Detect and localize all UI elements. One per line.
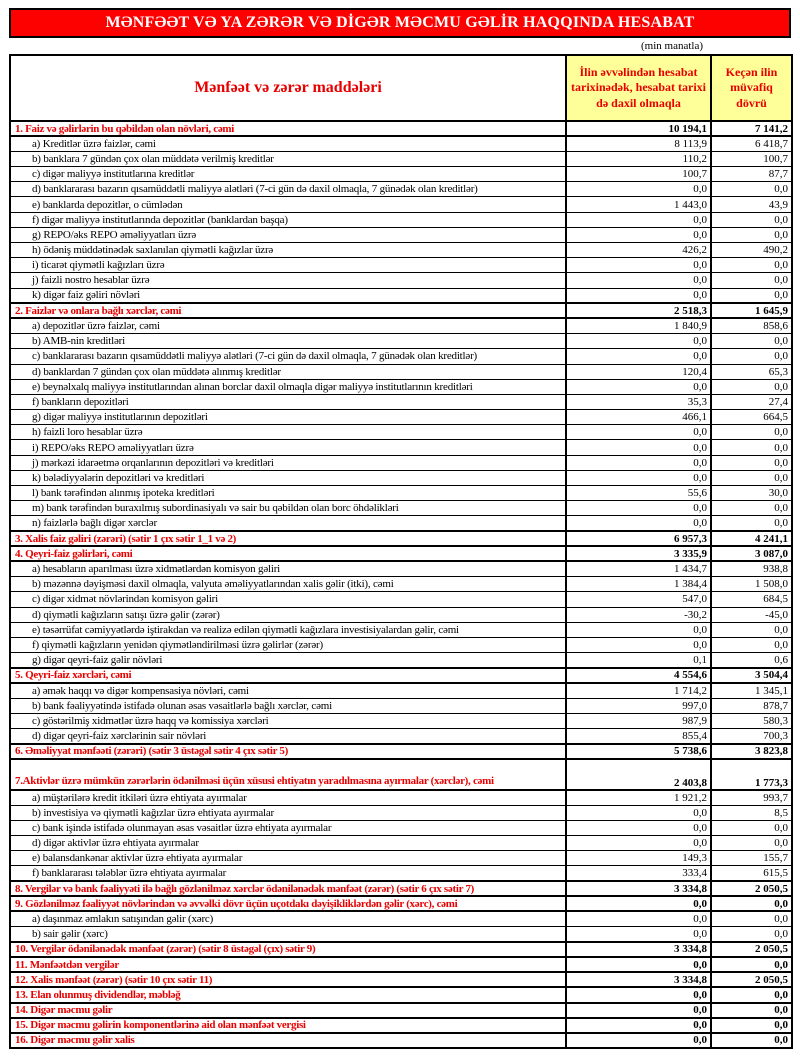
row-value-current: -30,2 — [566, 607, 711, 622]
table-row — [10, 653, 792, 668]
row-label: i) REPO/əks REPO əməliyyatları üzrə — [10, 440, 566, 455]
table-row — [10, 866, 792, 881]
row-value-previous: 664,5 — [711, 410, 792, 425]
table-row — [10, 561, 792, 576]
row-label: g) digər qeyri-faiz gəlir növləri — [10, 653, 566, 668]
table-row — [10, 379, 792, 394]
row-label: d) digər aktivlər üzrə ehtiyata ayırmalar — [10, 835, 566, 850]
row-value-current: 0,0 — [566, 470, 711, 485]
table-row — [10, 167, 792, 182]
table-row — [10, 1003, 792, 1018]
row-label: 16. Digər məcmu gəlir xalis — [10, 1033, 566, 1048]
row-label: 11. Mənfəətdən vergilər — [10, 957, 566, 972]
report-title: MƏNFƏƏT VƏ YA ZƏRƏR VƏ DİGƏR MƏCMU GƏLİR HAQQINDA HESABAT — [105, 14, 695, 31]
table-row — [10, 425, 792, 440]
row-value-current: 426,2 — [566, 243, 711, 258]
row-value-current: 0,0 — [566, 1018, 711, 1033]
table-row — [10, 851, 792, 866]
table-row — [10, 334, 792, 349]
row-value-previous: 0,0 — [711, 987, 792, 1002]
table-row — [10, 881, 792, 896]
row-label: e) beynəlxalq maliyyə institutlarından alınan borclar daxil olmaqla digər maliyyə institutlarının kreditləri — [10, 379, 566, 394]
row-label: 7.Aktivlər üzrə mümkün zərərlərin ödənilməsi üçün xüsusi ehtiyatın yaradılmasına ayırmalar (xərclər), cəmi — [10, 759, 566, 790]
row-value-previous: 0,0 — [711, 927, 792, 942]
row-value-previous: 27,4 — [711, 394, 792, 409]
row-value-current: 1 921,2 — [566, 790, 711, 805]
row-value-current: 10 194,1 — [566, 121, 711, 136]
row-value-previous: 43,9 — [711, 197, 792, 212]
row-value-previous: 0,0 — [711, 1033, 792, 1048]
row-value-previous: 65,3 — [711, 364, 792, 379]
row-value-current: 0,0 — [566, 273, 711, 288]
row-label: h) ödəniş müddətinədək saxlanılan qiymətli kağızlar üzrə — [10, 243, 566, 258]
row-value-current: 3 334,8 — [566, 972, 711, 987]
row-value-previous: 0,0 — [711, 501, 792, 516]
row-label: j) faizli nostro hesablar üzrə — [10, 273, 566, 288]
table-row — [10, 182, 792, 197]
row-value-previous: 0,0 — [711, 957, 792, 972]
table-row — [10, 759, 792, 790]
row-label: e) təsərrüfat cəmiyyətlərdə iştirakdan və realizə edilən qiymətli kağızlara investisiyalardan gəlir, cəmi — [10, 622, 566, 637]
table-row — [10, 212, 792, 227]
report-title-banner — [9, 8, 791, 38]
table-row — [10, 440, 792, 455]
row-value-current: 0,0 — [566, 927, 711, 942]
row-value-current: 987,9 — [566, 713, 711, 728]
table-row — [10, 349, 792, 364]
row-value-current: 1 443,0 — [566, 197, 711, 212]
row-value-current: 55,6 — [566, 486, 711, 501]
row-label: a) hesabların aparılması üzrə xidmətlərdən komisyon gəliri — [10, 561, 566, 576]
row-value-current: 0,0 — [566, 349, 711, 364]
row-label: a) Kreditlər üzrə faizlər, cəmi — [10, 136, 566, 151]
row-value-previous: 878,7 — [711, 698, 792, 713]
row-value-current: 547,0 — [566, 592, 711, 607]
row-value-current: 8 113,9 — [566, 136, 711, 151]
row-value-previous: 0,0 — [711, 273, 792, 288]
row-value-previous: 490,2 — [711, 243, 792, 258]
row-label: k) digər faiz gəliri növləri — [10, 288, 566, 303]
table-row — [10, 577, 792, 592]
row-label: j) mərkəzi idarəetmə orqanlarının depozitləri və kreditləri — [10, 455, 566, 470]
row-value-previous: 7 141,2 — [711, 121, 792, 136]
row-value-current: 4 554,6 — [566, 668, 711, 683]
table-row — [10, 698, 792, 713]
table-row — [10, 318, 792, 333]
table-row — [10, 227, 792, 242]
row-value-current: 100,7 — [566, 167, 711, 182]
row-value-previous: 0,0 — [711, 516, 792, 531]
table-row — [10, 121, 792, 136]
row-value-current: 3 334,8 — [566, 942, 711, 957]
row-label: c) bank işində istifadə olunmayan əsas vəsaitlər üzrə ehtiyata ayırmalar — [10, 820, 566, 835]
row-value-current: 1 384,4 — [566, 577, 711, 592]
row-label: f) digər maliyyə institutlarında depozitlər (banklardan başqa) — [10, 212, 566, 227]
row-value-current: 3 334,8 — [566, 881, 711, 896]
row-label: b) investisiya və qiymətli kağızlar üzrə ehtiyata ayırmalar — [10, 805, 566, 820]
row-label: h) faizli loro hesablar üzrə — [10, 425, 566, 440]
table-row — [10, 243, 792, 258]
table-row — [10, 394, 792, 409]
row-value-previous: 0,0 — [711, 258, 792, 273]
row-label: a) depozitlər üzrə faizlər, cəmi — [10, 318, 566, 333]
row-label: a) daşınmaz əmlakın satışından gəlir (xərc) — [10, 911, 566, 926]
row-label: 5. Qeyri-faiz xərcləri, cəmi — [10, 668, 566, 683]
row-label: d) banklararası bazarın qısamüddətli maliyyə alətləri (7-ci gün də daxil olmaqla, 7 günədək olan kreditlər) — [10, 182, 566, 197]
row-value-previous: 155,7 — [711, 851, 792, 866]
header-current-period-column: İlin əvvəlindən hesabat tarixinədək, hesabat tarixi də daxil olmaqla — [566, 55, 711, 121]
row-label: k) bələdiyyələrin depozitləri və kreditləri — [10, 470, 566, 485]
table-row — [10, 516, 792, 531]
row-value-previous: 0,6 — [711, 653, 792, 668]
row-label: 2. Faizlər və onlara bağlı xərclər, cəmi — [10, 303, 566, 318]
row-value-previous: -45,0 — [711, 607, 792, 622]
table-row — [10, 288, 792, 303]
table-row — [10, 486, 792, 501]
table-row — [10, 805, 792, 820]
row-label: 10. Vergilər ödənilənədək mənfəət (zərər) (sətir 8 üstəgəl (çıx) sətir 9) — [10, 942, 566, 957]
table-row — [10, 501, 792, 516]
table-row — [10, 713, 792, 728]
row-value-previous: 0,0 — [711, 1003, 792, 1018]
row-value-previous: 0,0 — [711, 379, 792, 394]
row-value-previous: 0,0 — [711, 425, 792, 440]
table-row — [10, 683, 792, 698]
row-value-previous: 0,0 — [711, 288, 792, 303]
row-value-current: 149,3 — [566, 851, 711, 866]
row-value-current: 466,1 — [566, 410, 711, 425]
table-row — [10, 942, 792, 957]
unit-note: (min manatla) — [640, 40, 703, 52]
row-label: c) göstərilmiş xidmətlər üzrə haqq və komissiya xərcləri — [10, 713, 566, 728]
row-value-current: 0,0 — [566, 1003, 711, 1018]
table-row — [10, 835, 792, 850]
row-value-current: 0,0 — [566, 1033, 711, 1048]
row-label: g) REPO/əks REPO əməliyyatları üzrə — [10, 227, 566, 242]
row-value-current: 5 738,6 — [566, 744, 711, 759]
row-value-current: 0,0 — [566, 379, 711, 394]
row-value-previous: 30,0 — [711, 486, 792, 501]
row-value-previous: 938,8 — [711, 561, 792, 576]
row-label: m) bank tərəfindən buraxılmış subordinasiyalı və sair bu qəbildən olan borc öhdəlikləri — [10, 501, 566, 516]
row-value-previous: 0,0 — [711, 1018, 792, 1033]
header-previous-period-column: Keçən ilin müvafiq dövrü — [711, 55, 792, 121]
table-row — [10, 911, 792, 926]
row-value-current: 110,2 — [566, 151, 711, 166]
table-row — [10, 744, 792, 759]
table-row — [10, 607, 792, 622]
table-row — [10, 668, 792, 683]
table-row — [10, 364, 792, 379]
row-value-current: 855,4 — [566, 729, 711, 744]
row-label: b) AMB-nin kreditləri — [10, 334, 566, 349]
row-value-previous: 1 345,1 — [711, 683, 792, 698]
row-value-current: 0,0 — [566, 896, 711, 911]
row-value-previous: 615,5 — [711, 866, 792, 881]
row-value-previous: 2 050,5 — [711, 972, 792, 987]
table-row — [10, 729, 792, 744]
row-label: e) banklarda depozitlər, o cümlədən — [10, 197, 566, 212]
row-label: n) faizlərlə bağlı digər xərclər — [10, 516, 566, 531]
row-value-previous: 4 241,1 — [711, 531, 792, 546]
row-value-previous: 0,0 — [711, 349, 792, 364]
row-label: b) banklara 7 gündən çox olan müddətə verilmiş kreditlər — [10, 151, 566, 166]
row-value-current: 0,1 — [566, 653, 711, 668]
row-value-previous: 1 645,9 — [711, 303, 792, 318]
row-label: a) müştərilərə kredit itkiləri üzrə ehtiyata ayırmalar — [10, 790, 566, 805]
table-row — [10, 546, 792, 561]
row-value-current: 120,4 — [566, 364, 711, 379]
table-row — [10, 151, 792, 166]
row-value-previous: 580,3 — [711, 713, 792, 728]
row-label: 14. Digər məcmu gəlir — [10, 1003, 566, 1018]
row-value-current: 0,0 — [566, 258, 711, 273]
row-value-previous: 1 508,0 — [711, 577, 792, 592]
table-body — [10, 121, 792, 1048]
row-value-previous: 3 087,0 — [711, 546, 792, 561]
row-label: 15. Digər məcmu gəlirin komponentlərinə aid olan mənfəət vergisi — [10, 1018, 566, 1033]
row-value-previous: 100,7 — [711, 151, 792, 166]
row-value-current: 0,0 — [566, 334, 711, 349]
row-value-previous: 858,6 — [711, 318, 792, 333]
row-value-previous: 993,7 — [711, 790, 792, 805]
table-row — [10, 972, 792, 987]
income-statement-table — [9, 54, 793, 1049]
row-value-previous: 6 418,7 — [711, 136, 792, 151]
row-label: c) digər maliyyə institutlarına kreditlər — [10, 167, 566, 182]
row-value-previous: 87,7 — [711, 167, 792, 182]
row-value-previous: 0,0 — [711, 470, 792, 485]
row-value-previous: 8,5 — [711, 805, 792, 820]
row-value-current: 0,0 — [566, 425, 711, 440]
row-label: c) digər xidmət növlərindən komisyon gəliri — [10, 592, 566, 607]
table-row — [10, 622, 792, 637]
table-row — [10, 957, 792, 972]
row-value-previous: 3 823,8 — [711, 744, 792, 759]
row-label: b) məzənnə dəyişməsi daxil olmaqla, valyuta əməliyyatlarından xalis gəlir (itki), cəmi — [10, 577, 566, 592]
table-row — [10, 273, 792, 288]
row-value-current: 0,0 — [566, 227, 711, 242]
row-value-current: 997,0 — [566, 698, 711, 713]
row-label: 13. Elan olunmuş dividendlər, məbləğ — [10, 987, 566, 1002]
row-value-current: 0,0 — [566, 516, 711, 531]
row-label: 12. Xalis mənfəət (zərər) (sətir 10 çıx sətir 11) — [10, 972, 566, 987]
row-value-previous: 0,0 — [711, 182, 792, 197]
row-label: 1. Faiz və gəlirlərin bu qəbildən olan növləri, cəmi — [10, 121, 566, 136]
row-label: 8. Vergilər və bank fəaliyyəti ilə bağlı gözlənilməz xərclər ödənilənədək mənfəət (zərər) (sətir 6 çıx sətir 7) — [10, 881, 566, 896]
row-value-current: 1 714,2 — [566, 683, 711, 698]
row-value-current: 0,0 — [566, 957, 711, 972]
table-row — [10, 531, 792, 546]
row-label: a) əmək haqqı və digər kompensasiya növləri, cəmi — [10, 683, 566, 698]
row-value-previous: 0,0 — [711, 637, 792, 652]
row-value-previous: 0,0 — [711, 911, 792, 926]
row-label: 4. Qeyri-faiz gəlirləri, cəmi — [10, 546, 566, 561]
table-row — [10, 927, 792, 942]
table-row — [10, 790, 792, 805]
row-label: f) banklararası tələblər üzrə ehtiyata ayırmalar — [10, 866, 566, 881]
table-row — [10, 987, 792, 1002]
row-value-previous: 0,0 — [711, 622, 792, 637]
table-row — [10, 197, 792, 212]
row-label: d) digər qeyri-faiz xərclərinin sair növləri — [10, 729, 566, 744]
row-label: i) ticarət qiymətli kağızları üzrə — [10, 258, 566, 273]
row-value-previous: 0,0 — [711, 227, 792, 242]
row-value-previous: 0,0 — [711, 835, 792, 850]
row-value-current: 0,0 — [566, 987, 711, 1002]
row-label: l) bank tərəfindən alınmış ipoteka kreditləri — [10, 486, 566, 501]
row-value-previous: 684,5 — [711, 592, 792, 607]
row-value-current: 0,0 — [566, 637, 711, 652]
table-row — [10, 896, 792, 911]
row-value-previous: 0,0 — [711, 440, 792, 455]
row-value-previous: 0,0 — [711, 455, 792, 470]
row-label: 9. Gözlənilməz fəaliyyət növlərindən və əvvəlki dövr üçün uçotdakı dəyişikliklərdən gəlir (xərc), cəmi — [10, 896, 566, 911]
table-row — [10, 303, 792, 318]
row-value-current: 2 518,3 — [566, 303, 711, 318]
table-row — [10, 1018, 792, 1033]
table-row — [10, 820, 792, 835]
row-value-previous: 2 050,5 — [711, 881, 792, 896]
row-value-previous: 0,0 — [711, 334, 792, 349]
row-label: 6. Əməliyyat mənfəəti (zərəri) (sətir 3 üstəgəl sətir 4 çıx sətir 5) — [10, 744, 566, 759]
row-value-current: 1 434,7 — [566, 561, 711, 576]
row-value-current: 0,0 — [566, 212, 711, 227]
row-value-current: 0,0 — [566, 182, 711, 197]
row-value-current: 35,3 — [566, 394, 711, 409]
row-value-previous: 700,3 — [711, 729, 792, 744]
row-value-previous: 2 050,5 — [711, 942, 792, 957]
row-value-current: 0,0 — [566, 835, 711, 850]
row-label: g) digər maliyyə institutlarının depozitləri — [10, 410, 566, 425]
row-value-current: 0,0 — [566, 455, 711, 470]
row-value-current: 0,0 — [566, 440, 711, 455]
row-value-previous: 0,0 — [711, 896, 792, 911]
row-value-current: 333,4 — [566, 866, 711, 881]
row-value-current: 6 957,3 — [566, 531, 711, 546]
row-label: b) sair gəlir (xərc) — [10, 927, 566, 942]
row-value-current: 0,0 — [566, 805, 711, 820]
row-value-current: 2 403,8 — [566, 759, 711, 790]
table-row — [10, 136, 792, 151]
row-label: f) bankların depozitləri — [10, 394, 566, 409]
table-header-row — [10, 55, 792, 121]
table-row — [10, 470, 792, 485]
row-value-previous: 1 773,3 — [711, 759, 792, 790]
table-row — [10, 258, 792, 273]
row-value-current: 0,0 — [566, 288, 711, 303]
row-label: d) banklardan 7 gündən çox olan müddətə alınmış kreditlər — [10, 364, 566, 379]
row-label: f) qiymətli kağızların yenidən qiymətləndirilməsi üzrə gəlirlər (zərər) — [10, 637, 566, 652]
row-value-current: 0,0 — [566, 911, 711, 926]
header-items-column: Mənfəət və zərər maddələri — [10, 55, 566, 121]
table-row — [10, 410, 792, 425]
row-value-previous: 0,0 — [711, 212, 792, 227]
row-value-current: 1 840,9 — [566, 318, 711, 333]
row-value-current: 0,0 — [566, 622, 711, 637]
table-row — [10, 637, 792, 652]
row-value-current: 0,0 — [566, 501, 711, 516]
row-value-previous: 0,0 — [711, 820, 792, 835]
table-row — [10, 592, 792, 607]
row-label: d) qiymətli kağızların satışı üzrə gəlir (zərər) — [10, 607, 566, 622]
row-label: c) banklararası bazarın qısamüddətli maliyyə alətləri (7-ci gün də daxil olmaqla, 7 günədək olan kreditlər) — [10, 349, 566, 364]
table-row — [10, 455, 792, 470]
row-label: b) bank fəaliyyətində istifadə olunan əsas vəsaitlərlə bağlı xərclər, cəmi — [10, 698, 566, 713]
row-label: e) balansdankənar aktivlər üzrə ehtiyata ayırmalar — [10, 851, 566, 866]
row-value-current: 3 335,9 — [566, 546, 711, 561]
row-value-current: 0,0 — [566, 820, 711, 835]
row-label: 3. Xalis faiz gəliri (zərəri) (sətir 1 çıx sətir 1_1 və 2) — [10, 531, 566, 546]
table-row — [10, 1033, 792, 1048]
row-value-previous: 3 504,4 — [711, 668, 792, 683]
